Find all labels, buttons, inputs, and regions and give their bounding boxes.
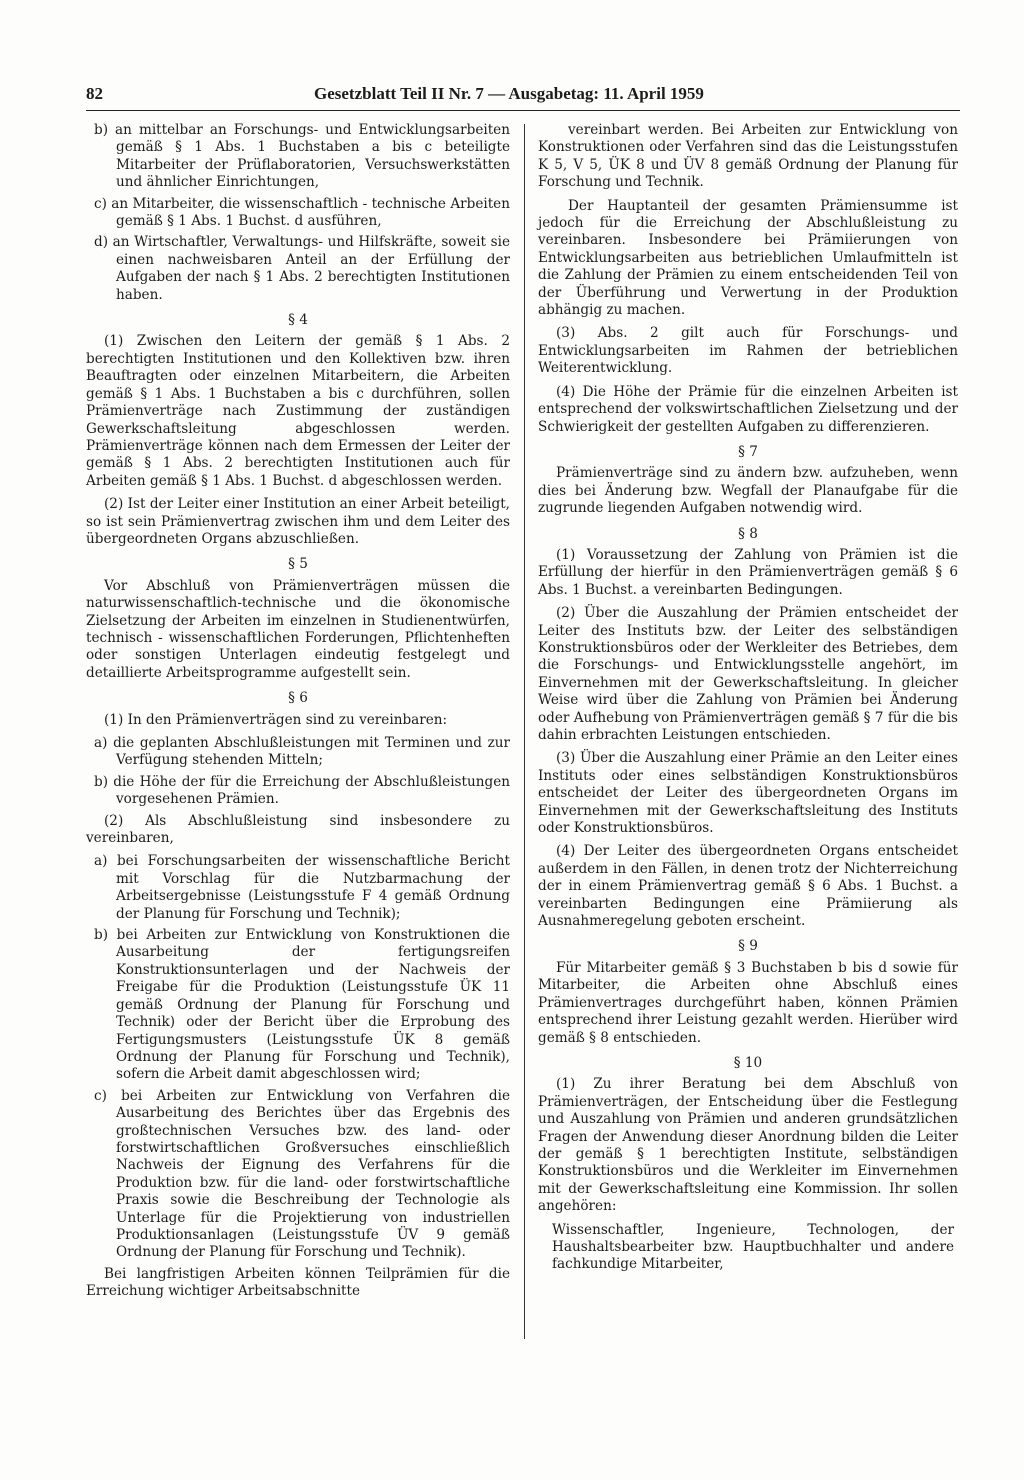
section-8-para-4: (4) Der Leiter des übergeordneten Organs entscheidet außerdem in den Fällen, in denen trotz der Nichterreichung der in einem Prämienvertrag gemäß § 6 Abs. 1 Buchst. a vereinbarten Bedingungen eine Prämiierung als Ausnahmeregelung geboten erscheint. [538, 843, 958, 930]
section-5-para-1: Vor Abschluß von Prämienverträgen müssen die naturwissenschaftlich-technische und die ökonomische Zielsetzung der Arbeiten im einzelnen in Studienentwürfen, technisch - wissenschaftlichen Forderungen, Pflichtenheften oder sonstigen Unterlagen eindeutig festgelegt und detaillierte Arbeitsprogramme aufgestellt sein. [86, 577, 510, 681]
section-6-para-3: (3) Abs. 2 gilt auch für Forschungs- und Entwicklungsarbeiten im Rahmen der betrieblichen Weiterentwicklung. [538, 325, 958, 377]
section-6-para-2: (2) Als Abschlußleistung sind insbesondere zu vereinbaren, [86, 812, 510, 847]
continuation-para-2: Der Hauptanteil der gesamten Prämiensumme ist jedoch für die Erreichung der Abschlußleistung zu vereinbaren. Insbesondere bei Prämiierungen von Entwicklungsarbeiten aus betrieblichen Umlaufmitteln ist die Zahlung der Prämien zu einem entscheidenden Teil von der Überführung und Verwertung in der Produktion abhängig zu machen. [538, 197, 958, 319]
section-6-item-b: b) die Höhe der für die Erreichung der Abschlußleistungen vorgesehenen Prämien. [94, 773, 510, 808]
item-d: d) an Wirtschaftler, Verwaltungs- und Hilfskräfte, soweit sie einen nachweisbaren Anteil an der Erfüllung der Aufgaben der nach § 1 Abs. 2 berechtigten Institutionen haben. [94, 234, 510, 303]
header-rule [86, 110, 960, 111]
section-6-item-a: a) die geplanten Abschlußleistungen mit Terminen und zur Verfügung stehenden Mitteln; [94, 735, 510, 769]
running-title: Gesetzblatt Teil II Nr. 7 — Ausgabetag: 11. April 1959 [314, 84, 704, 103]
section-8-para-2: (2) Über die Auszahlung der Prämien entscheidet der Leiter des Instituts bzw. der Leiter des selbständigen Konstruktionsbüros oder der Werkleiter des Betriebes, dem die Forschungs- und Entwicklungsstelle angehört, im Einvernehmen mit der Gewerkschaftsleitung. In gleicher Weise wird über die Zahlung von Prämien bei Änderung oder Aufhebung von Prämienverträgen gemäß § 7 für die bis dahin erbrachten Leistungen entschieden. [538, 605, 958, 743]
left-column [86, 122, 510, 1301]
section-8-para-1: (1) Voraussetzung der Zahlung von Prämien ist die Erfüllung der hierfür in den Prämienverträgen gemäß § 6 Abs. 1 Buchst. a vereinbarten Bedingungen. [538, 546, 958, 598]
item-b: b) an mittelbar an Forschungs- und Entwicklungsarbeiten gemäß § 1 Abs. 1 Buchstaben a bis c beteiligte Mitarbeiter der Prüflaboratorien, Versuchswerkstätten und ähnlicher Einrichtungen, [94, 122, 510, 191]
section-10-title: § 10 [733, 1054, 763, 1071]
section-6-note: Bei langfristigen Arbeiten können Teilprämien für die Erreichung wichtiger Arbeitsabschnitte [86, 1265, 510, 1300]
section-8-para-3: (3) Über die Auszahlung einer Prämie an den Leiter eines Instituts oder eines selbständigen Konstruktionsbüros entscheidet der Leiter des übergeordneten Organs im Einvernehmen mit der Gewerkschaftsleitung des Instituts oder Konstruktionsbüros. [538, 750, 958, 837]
section-6-title: § 6 [288, 690, 308, 707]
right-column [538, 122, 958, 1280]
section-6-para-4: (4) Die Höhe der Prämie für die einzelnen Arbeiten ist entsprechend der volkswirtschaftlichen Zielsetzung und der Schwierigkeit der gestellten Aufgaben zu differenzieren. [538, 383, 958, 435]
item-c: c) an Mitarbeiter, die wissenschaftlich - technische Arbeiten gemäß § 1 Abs. 1 Buchst. d ausführen, [94, 195, 510, 230]
section-6-2-item-b: b) bei Arbeiten zur Entwicklung von Konstruktionen die Ausarbeitung der fertigungsreifen Konstruktionsunterlagen und der Nachweis der Freigabe für die Produktion (Leistungsstufe ÜK 11 gemäß Ordnung der Planung für Forschung und Technik) oder der Bericht über die Erprobung des Fertigungsmusters (Leistungsstufe ÜK 8 gemäß Ordnung der Planung für Forschung und Technik), sofern die Arbeit damit abgeschlossen wird; [94, 927, 510, 1083]
section-7-title: § 7 [738, 443, 758, 460]
continuation-para: vereinbart werden. Bei Arbeiten zur Entwicklung von Konstruktionen oder Verfahren sind das die Leistungsstufen K 5, V 5, ÜK 8 und ÜV 8 gemäß Ordnung der Planung für Forschung und Technik. [538, 122, 958, 191]
section-6-2-item-c: c) bei Arbeiten zur Entwicklung von Verfahren die Ausarbeitung des Berichtes über das Ergebnis des großtechnischen Versuches bzw. des land- oder forstwirtschaftlichen Großversuches einschließlich Nachweis der Eignung des Verfahrens für die Produktion bzw. für die land- oder forstwirtschaftliche Praxis sowie die Beschreibung der Technologie als Unterlage für die Projektierung von industriellen Produktionsanlagen (Leistungsstufe ÜV 9 gemäß Ordnung der Planung für Forschung und Technik). [94, 1087, 510, 1261]
section-7-para-1: Prämienverträge sind zu ändern bzw. aufzuheben, wenn dies bei Änderung bzw. Wegfall der Planaufgabe für die zugrunde liegenden Aufgaben notwendig wird. [538, 465, 958, 517]
section-4-para-2: (2) Ist der Leiter einer Institution an einer Arbeit beteiligt, so ist sein Prämienvertrag zwischen ihm und dem Leiter des übergeordneten Organs abzuschließen. [86, 496, 510, 547]
column-divider [524, 124, 525, 1339]
section-5-title: § 5 [288, 556, 308, 573]
section-4-title: § 4 [288, 312, 308, 329]
section-10-member-list: Wissenschaftler, Ingenieure, Technologen, der Haushaltsbearbeiter bzw. Hauptbuchhalter und andere fachkundige Mitarbeiter, [552, 1221, 954, 1273]
section-4-para-1: (1) Zwischen den Leitern der gemäß § 1 Abs. 2 berechtigten Institutionen und den Kollektiven bzw. ihren Beauftragten oder einzelnen Mitarbeitern, die Arbeiten gemäß § 1 Abs. 1 Buchstaben a bis c durchführen, sollen Prämienverträge nach Zustimmung der zuständigen Gewerkschaftsleitung abgeschlossen werden. Prämienverträge können nach dem Ermessen der Leiter der gemäß § 1 Abs. 2 berechtigten Institutionen auch für Arbeiten gemäß § 1 Abs. 1 Buchst. d abgeschlossen werden. [86, 333, 510, 489]
section-6-para-1: (1) In den Prämienverträgen sind zu vereinbaren: [104, 711, 448, 728]
section-6-2-item-a: a) bei Forschungsarbeiten der wissenschaftliche Bericht mit Vorschlag für die Nutzbarmachung der Arbeitsergebnisse (Leistungsstufe F 4 gemäß Ordnung der Planung für Forschung und Technik); [94, 853, 510, 922]
section-10-para-1: (1) Zu ihrer Beratung bei dem Abschluß von Prämienverträgen, der Entscheidung über die Festlegung und Auszahlung von Prämien und anderen grundsätzlichen Fragen der Anwendung dieser Anordnung bilden die Leiter der gemäß § 1 berechtigten Institute, selbständigen Konstruktionsbüros und die Werkleiter im Einvernehmen mit der Gewerkschaftsleitung eine Kommission. Ihr sollen angehören: [538, 1076, 958, 1215]
section-9-para-1: Für Mitarbeiter gemäß § 3 Buchstaben b bis d sowie für Mitarbeiter, die Arbeiten ohne Abschluß eines Prämienvertrages durchgeführt haben, können Prämien entsprechend ihrer Leistung gezahlt werden. Hierüber wird gemäß § 8 entschieden. [538, 959, 958, 1046]
section-8-title: § 8 [738, 525, 758, 542]
section-9-title: § 9 [738, 938, 758, 955]
page-header [86, 84, 960, 112]
page-number: 82 [86, 84, 103, 103]
